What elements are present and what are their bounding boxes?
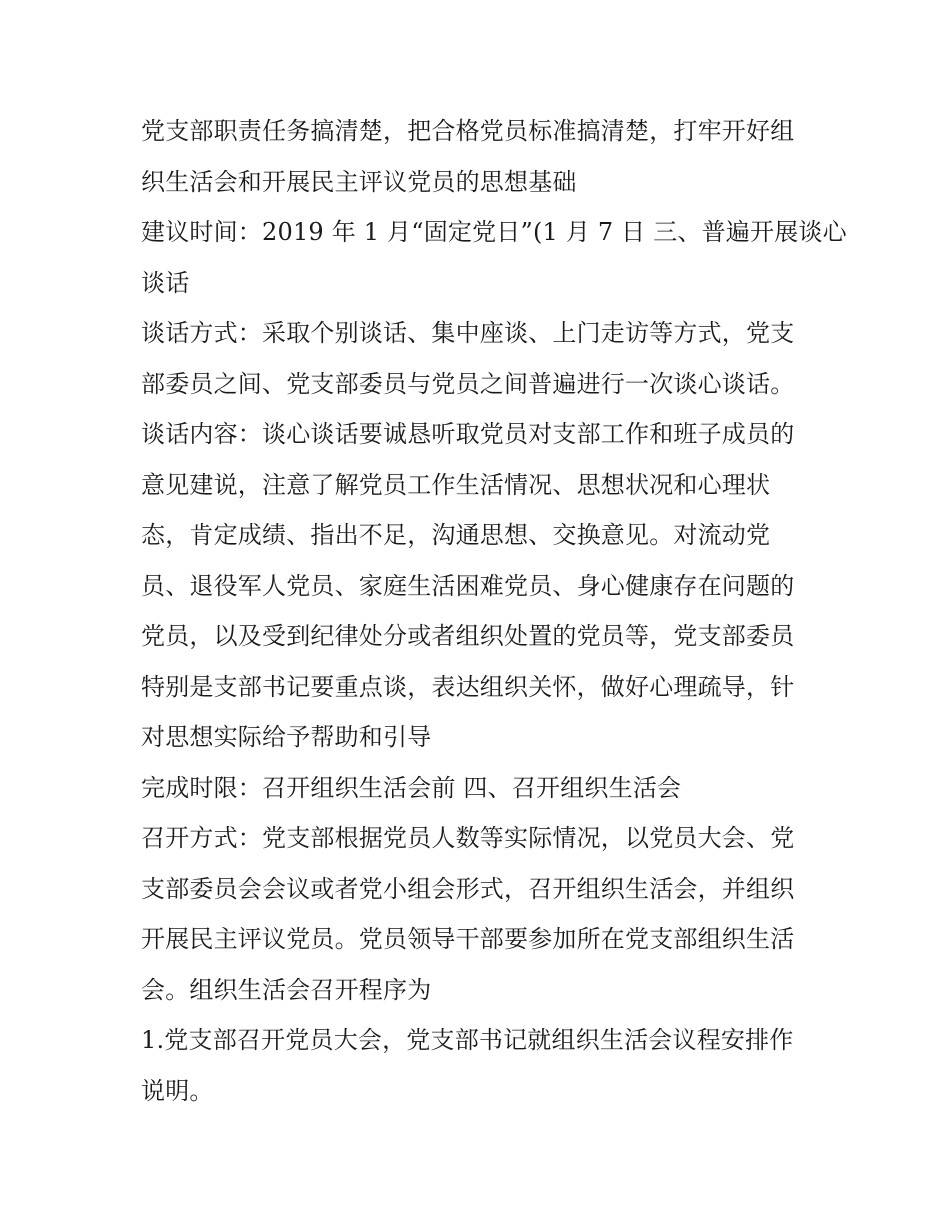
text-line: 态，肯定成绩、指出不足，沟通思想、交换意见。对流动党 [141, 521, 771, 549]
text-line: 意见建说，注意了解党员工作生活情况、思想状况和心理状 [141, 471, 771, 499]
text-line: 谈话 [141, 269, 190, 297]
text-line: 特别是支部书记要重点谈，表达组织关怀，做好心理疏导，针 [141, 673, 795, 701]
text-line: 会。组织生活会召开程序为 [141, 976, 432, 1004]
text-line: 织生活会和开展民主评议党员的思想基础 [141, 168, 577, 196]
text-line: 1.党支部召开党员大会，党支部书记就组织生活会议程安排作 [141, 1026, 794, 1054]
text-line: 说明。 [141, 1077, 214, 1105]
text-line: 支部委员会会议或者党小组会形式，召开组织生活会，并组织 [141, 875, 795, 903]
text-line: 党支部职责任务搞清楚，把合格党员标准搞清楚，打牢开好组 [141, 117, 795, 145]
text-line: 谈话方式：采取个别谈话、集中座谈、上门走访等方式，党支 [141, 319, 795, 347]
text-line: 召开方式：党支部根据党员人数等实际情况，以党员大会、党 [141, 824, 795, 852]
text-line: 谈话内容：谈心谈话要诚恳听取党员对支部工作和班子成员的 [141, 420, 795, 448]
text-line: 党员，以及受到纪律处分或者组织处置的党员等，党支部委员 [141, 622, 795, 650]
text-line: 对思想实际给予帮助和引导 [141, 723, 432, 751]
text-line: 建议时间：2019 年 1 月“固定党日”(1 月 7 日 三、普遍开展谈心 [141, 218, 847, 246]
text-line: 完成时限：召开组织生活会前 四、召开组织生活会 [141, 774, 682, 802]
text-line: 部委员之间、党支部委员与党员之间普遍进行一次谈心谈话。 [141, 370, 795, 398]
text-line: 员、退役军人党员、家庭生活困难党员、身心健康存在问题的 [141, 572, 795, 600]
text-line: 开展民主评议党员。党员领导干部要参加所在党支部组织生活 [141, 925, 795, 953]
